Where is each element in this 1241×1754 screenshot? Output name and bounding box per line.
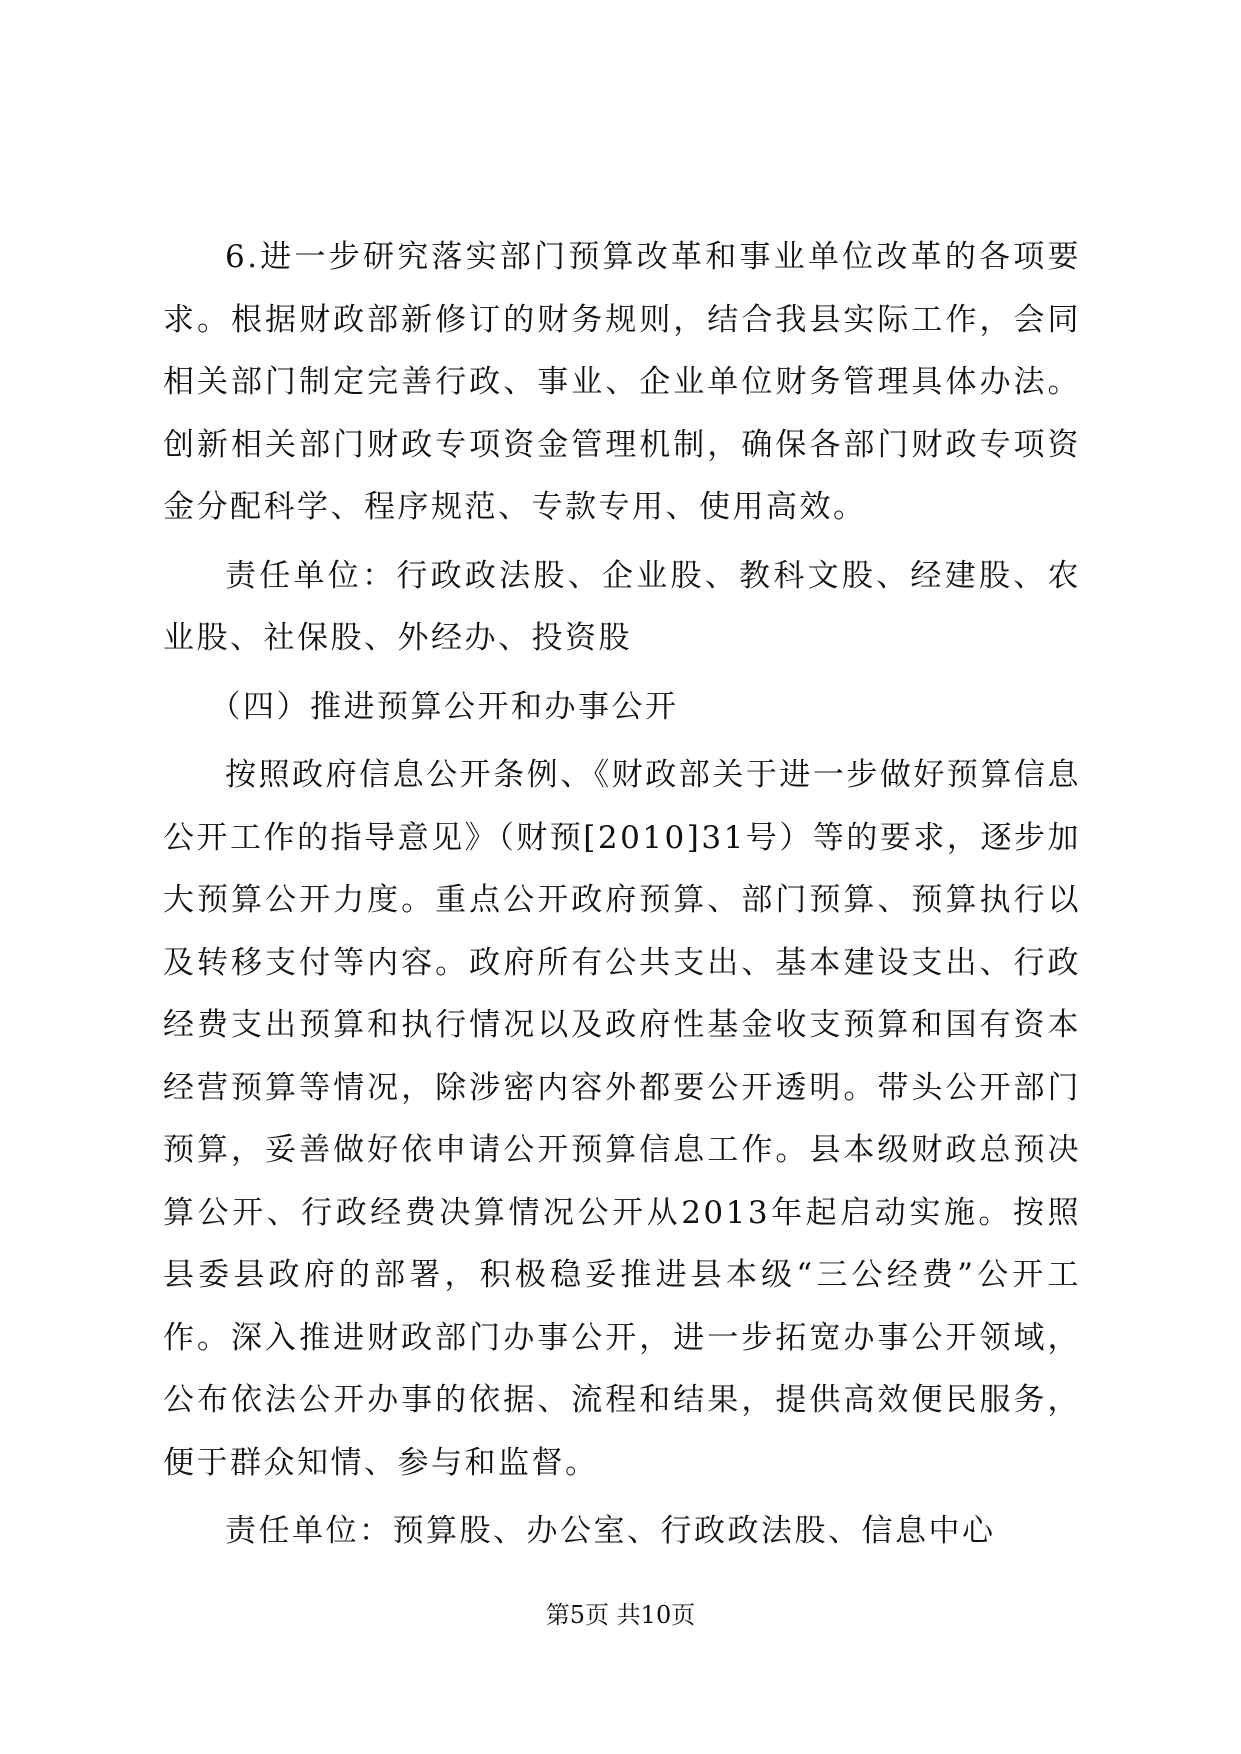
- paragraph-item-6: 6.进一步研究落实部门预算改革和事业单位改革的各项要求。根据财政部新修订的财务规则，结合我县实际工作，会同相关部门制定完善行政、事业、企业单位财务管理具体办法。创新相关部门财政专项资金管理机制，确保各部门财政专项资金分配科学、程序规范、专款专用、使用高效。: [163, 239, 1081, 525]
- page-footer: 第5页 共10页: [545, 1601, 696, 1629]
- responsible-units-2: 责任单位：预算股、办公室、行政政法股、信息中心: [225, 1513, 996, 1549]
- paragraph-budget-disclosure: 按照政府信息公开条例、《财政部关于进一步做好预算信息公开工作的指导意见》（财预[2010]31号）等的要求，逐步加大预算公开力度。重点公开政府预算、部门预算、预算执行以及转移支付等内容。政府所有公共支出、基本建设支出、行政经费支出预算和执行情况以及政府性基金收支预算和国有资本经营预算等情况，除涉密内容外都要公开透明。带头公开部门预算，妥善做好依申请公开预算信息工作。县本级财政总预决算公开、行政经费决算情况公开从2013年起启动实施。按照县委县政府的部署，积极稳妥推进县本级“三公经费”公开工作。深入推进财政部门办事公开，进一步拓宽办事公开领域，公布依法公开办事的依据、流程和结果，提供高效便民服务，便于群众知情、参与和监督。: [163, 757, 1081, 1481]
- responsible-units-1: 责任单位：行政政法股、企业股、教科文股、经建股、农业股、社保股、外经办、投资股: [163, 557, 1081, 656]
- document-body: [163, 226, 1081, 1563]
- section-heading-4: （四）推进预算公开和办事公开: [209, 688, 679, 725]
